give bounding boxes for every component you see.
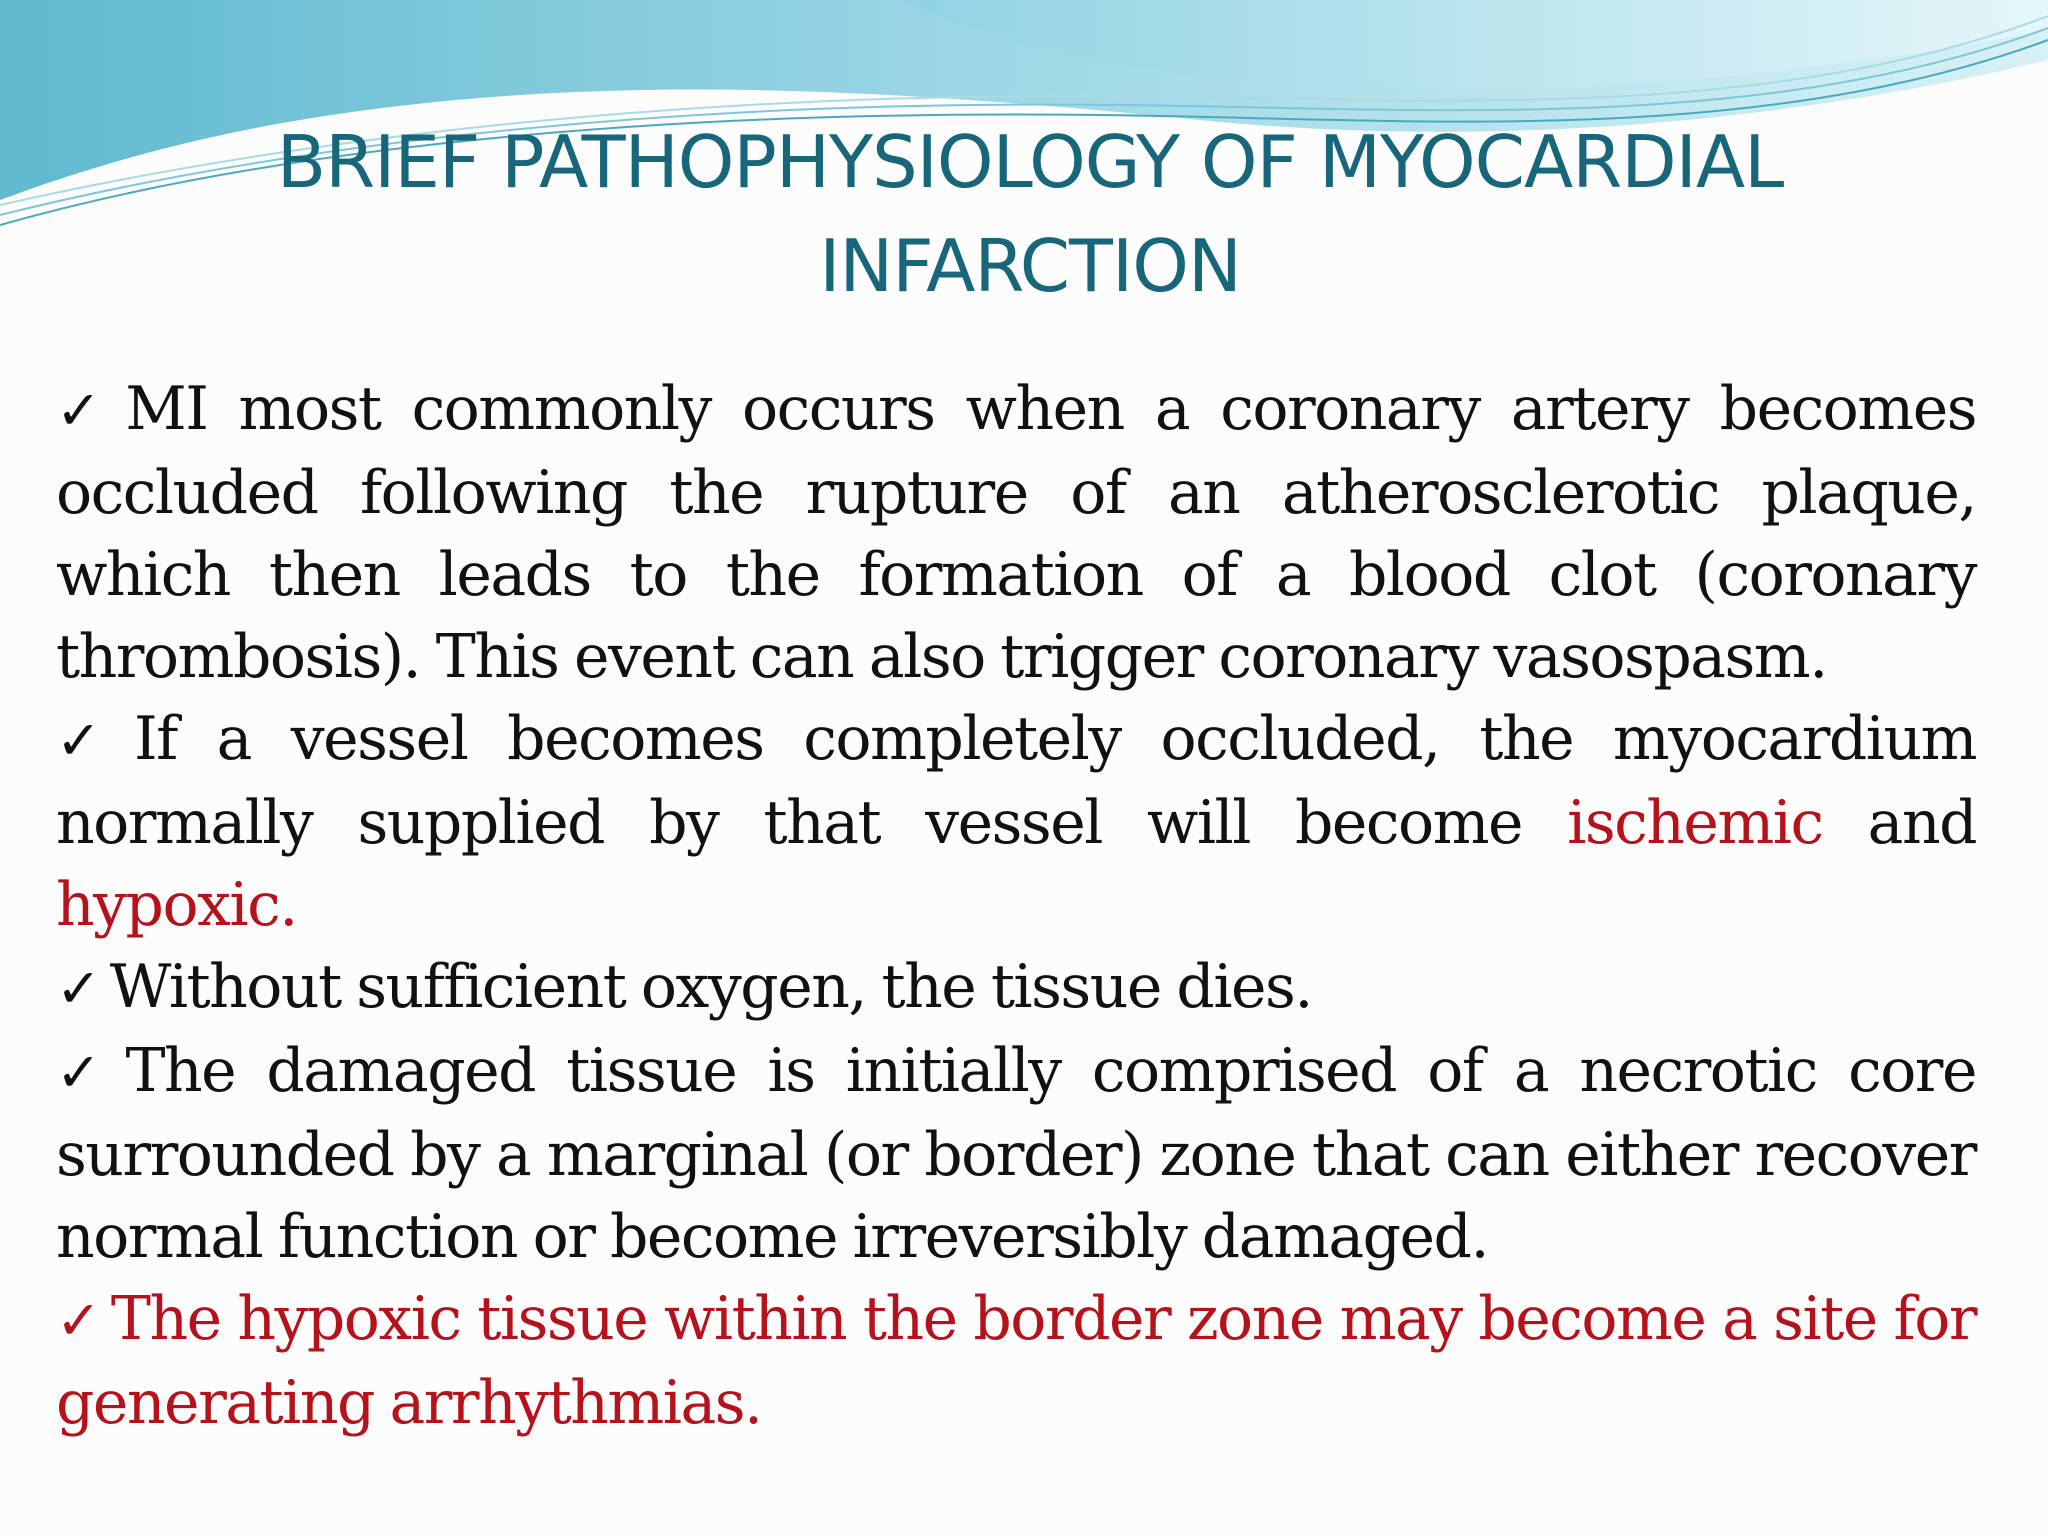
checkmark-icon: ✓ [56, 1289, 101, 1352]
bullet-text: The damaged tissue is initially comprised of a necrotic core surrounded by a marginal (or border) zone that can either recover normal function or become irreversibly damaged. [56, 1036, 1977, 1272]
highlight-hypoxic: hypoxic. [56, 870, 297, 940]
bullet-list [56, 368, 1976, 1444]
bullet-item-2 [56, 698, 1976, 946]
checkmark-icon: ✓ [56, 1041, 116, 1104]
checkmark-icon: ✓ [56, 379, 116, 442]
slide-title-line-1: BRIEF PATHOPHYSIOLOGY OF MYOCARDIAL [276, 120, 1784, 204]
bullet-item-3 [56, 946, 1976, 1030]
bullet-item-1 [56, 368, 1976, 698]
bullet-text: MI most commonly occurs when a coronary artery becomes occluded following the rupture of an atherosclerotic plaque, which then leads to the formation of a blood clot (coronary thrombosis). This event can also trigger coronary vasospasm. [56, 374, 1976, 692]
highlight-ischemic: ischemic [1567, 788, 1823, 858]
bullet-item-5 [56, 1278, 1976, 1444]
bullet-text-mid: and [1867, 788, 1976, 858]
checkmark-icon: ✓ [56, 957, 100, 1020]
checkmark-icon: ✓ [56, 709, 124, 772]
slide-title-line-2: INFARCTION [819, 224, 1241, 308]
bullet-text: If a vessel becomes completely occluded, the myocardium normally supplied by that vessel will become [56, 704, 1977, 858]
bullet-text: The hypoxic tissue within the border zone may become a site for generating arrhythmias. [56, 1284, 1977, 1438]
slide-title [160, 110, 1900, 318]
bullet-text: Without sufficient oxygen, the tissue dies. [109, 952, 1312, 1022]
bullet-item-4 [56, 1030, 1976, 1278]
